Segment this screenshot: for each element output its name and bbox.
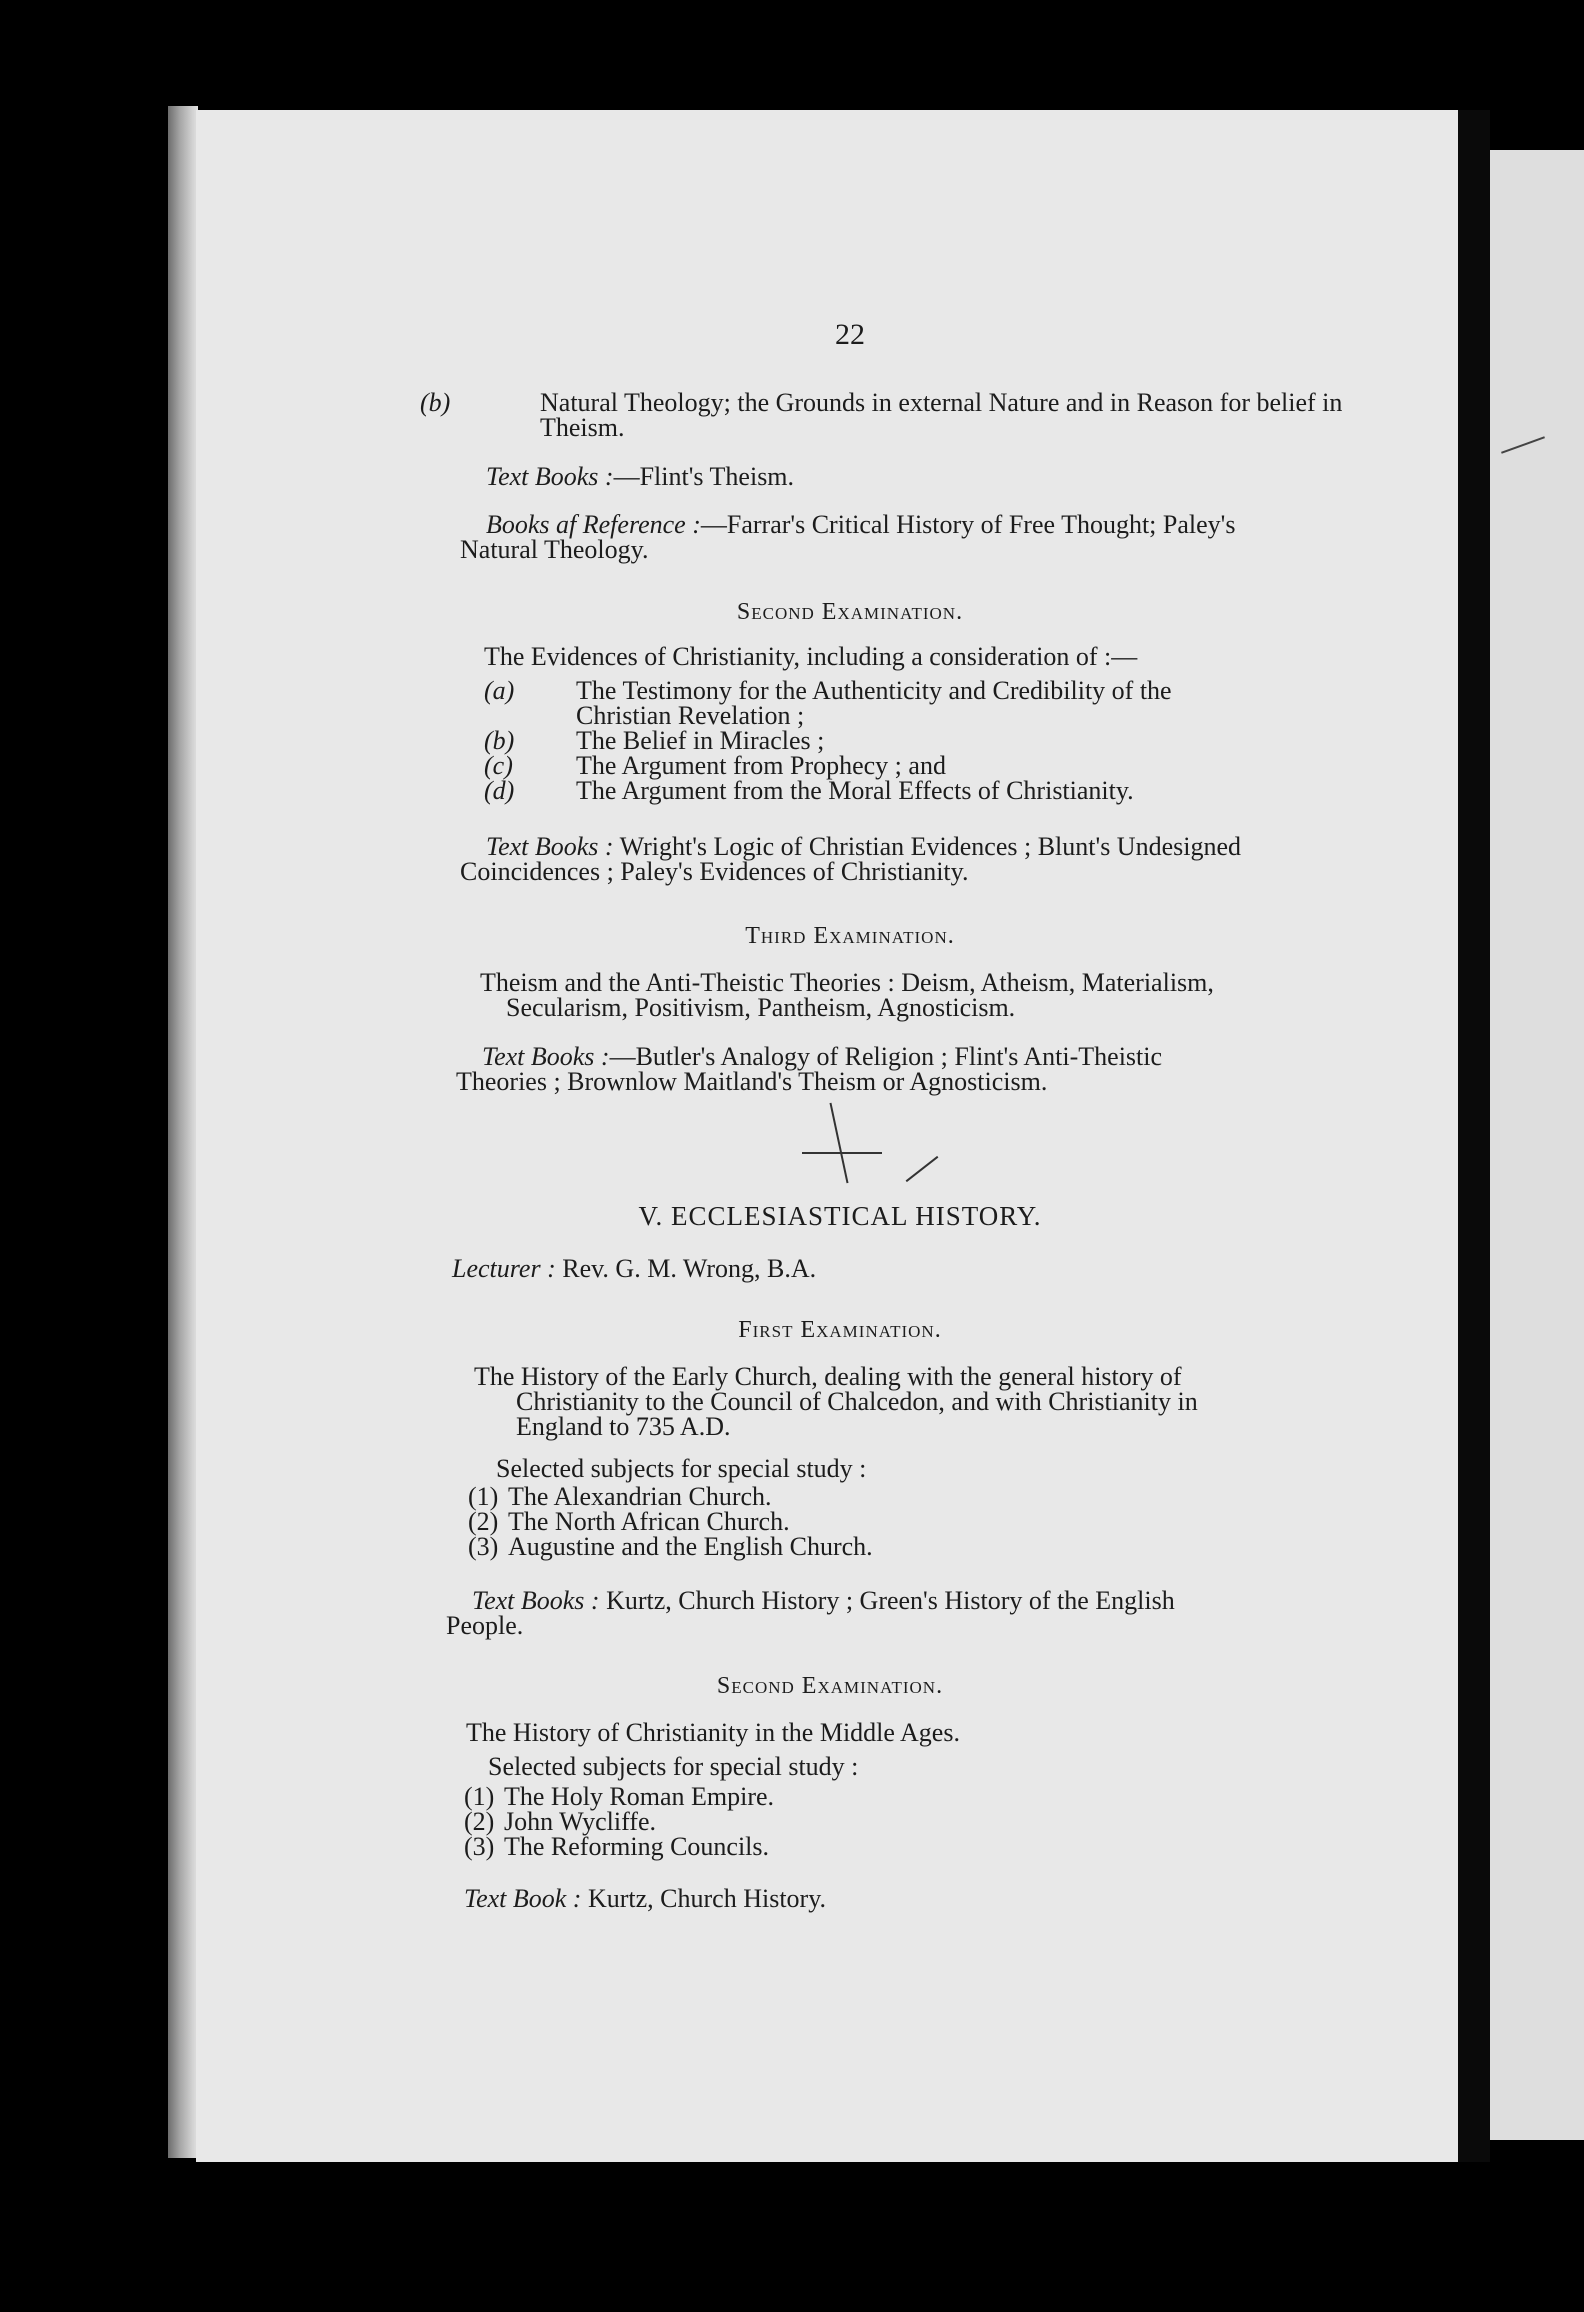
list-item xyxy=(484,726,1260,755)
item-text: The Belief in Miracles ; xyxy=(576,726,825,755)
text-books-line xyxy=(460,834,1260,884)
item-text: John Wycliffe. xyxy=(504,1807,657,1836)
text-books-label: Text Books : xyxy=(482,1042,610,1071)
second-examination-heading: Second Examination. xyxy=(736,599,964,625)
text-books-line xyxy=(456,1044,1256,1094)
list-item xyxy=(484,676,1260,730)
item-marker: (c) xyxy=(484,751,513,780)
text-books-value: Kurtz, Church History ; Green's History of the English People. xyxy=(446,1586,1175,1640)
item-marker: (b) xyxy=(420,388,451,417)
early-church-intro: The History of the Early Church, dealing with the general history of Christianity to the Council of Chalcedon, and with Christianity in England to 735 A.D. xyxy=(474,1362,1198,1441)
list-item xyxy=(464,1834,1224,1859)
list-item xyxy=(464,1809,1224,1834)
item-marker: (b) xyxy=(484,726,515,755)
text-books-label: Text Books : xyxy=(486,462,614,491)
selected-subjects-label: Selected subjects for special study : xyxy=(496,1454,867,1483)
text-books-line xyxy=(486,464,1266,489)
text-books-line xyxy=(446,1588,1236,1638)
first-examination-heading: First Examination. xyxy=(738,1317,942,1343)
item-text: The Holy Roman Empire. xyxy=(504,1782,775,1811)
item-text: The Alexandrian Church. xyxy=(508,1482,772,1511)
second-exam-subjects xyxy=(464,1784,1224,1859)
text-books-label: Text Books : xyxy=(472,1586,600,1615)
lecturer-label: Lecturer : xyxy=(452,1254,556,1283)
text-books-label: Text Books : xyxy=(486,832,614,861)
item-marker: (a) xyxy=(484,676,515,705)
item-marker: (1) xyxy=(464,1782,495,1811)
evidences-intro: The Evidences of Christianity, including a consideration of :— xyxy=(484,642,1138,671)
list-item xyxy=(468,1534,1228,1559)
item-marker: (3) xyxy=(468,1532,499,1561)
list-item xyxy=(464,1784,1224,1809)
books-of-reference xyxy=(460,512,1260,562)
text-books-value: —Flint's Theism. xyxy=(613,462,795,491)
item-text: The Argument from Prophecy ; and xyxy=(576,751,946,780)
text-books-value: Wright's Logic of Christian Evidences ; Blunt's Undesigned Coincidences ; Paley's Evidences of Christianity. xyxy=(460,832,1242,886)
pencil-mark xyxy=(829,1103,848,1184)
reference-value: —Farrar's Critical History of Free Thought; Paley's Natural Theology. xyxy=(460,510,1236,564)
first-exam-subjects xyxy=(468,1484,1228,1559)
lecturer-name: Rev. G. M. Wrong, B.A. xyxy=(555,1254,817,1283)
item-marker: (1) xyxy=(468,1482,499,1511)
item-text: The Testimony for the Authenticity and Credibility of the Christian Revelation ; xyxy=(576,676,1172,730)
item-marker: (2) xyxy=(468,1507,499,1536)
page-number: 22 xyxy=(835,318,865,351)
list-item xyxy=(468,1484,1228,1509)
selected-subjects-label: Selected subjects for special study : xyxy=(488,1752,859,1781)
item-text: The Reforming Councils. xyxy=(504,1832,770,1861)
item-marker: (3) xyxy=(464,1832,495,1861)
third-examination-heading: Third Examination. xyxy=(745,923,955,949)
reference-label: Books af Reference : xyxy=(486,510,701,539)
text-book-value: Kurtz, Church History. xyxy=(581,1884,827,1913)
second-examination-heading: Second Examination. xyxy=(716,1673,944,1699)
item-text: Natural Theology; the Grounds in external Nature and in Reason for belief in Theism. xyxy=(540,388,1343,442)
pencil-mark xyxy=(1501,436,1545,454)
middle-ages-intro: The History of Christianity in the Middle Ages. xyxy=(466,1718,960,1747)
text-book-label: Text Book : xyxy=(464,1884,582,1913)
text-books-value: —Butler's Analogy of Religion ; Flint's Anti-Theistic Theories ; Brownlow Maitland's Theism or Agnosticism. xyxy=(456,1042,1163,1096)
pencil-mark xyxy=(906,1156,939,1182)
item-text: Augustine and the English Church. xyxy=(508,1532,873,1561)
evidences-list xyxy=(484,676,1260,805)
natural-theology-item xyxy=(420,388,1348,442)
item-marker: (2) xyxy=(464,1807,495,1836)
lecturer-line xyxy=(452,1256,1152,1281)
item-text: The North African Church. xyxy=(508,1507,790,1536)
item-marker: (d) xyxy=(484,776,515,805)
section-title: V. ECCLESIASTICAL HISTORY. xyxy=(638,1201,1042,1231)
item-text: The Argument from the Moral Effects of Christianity. xyxy=(576,776,1134,805)
list-item xyxy=(484,776,1260,805)
text-book-line xyxy=(464,1886,1234,1911)
theism-topics: Theism and the Anti-Theistic Theories : Deism, Atheism, Materialism, Secularism, Positivism, Pantheism, Agnosticism. xyxy=(480,968,1214,1022)
list-item xyxy=(468,1509,1228,1534)
list-item xyxy=(484,751,1260,780)
